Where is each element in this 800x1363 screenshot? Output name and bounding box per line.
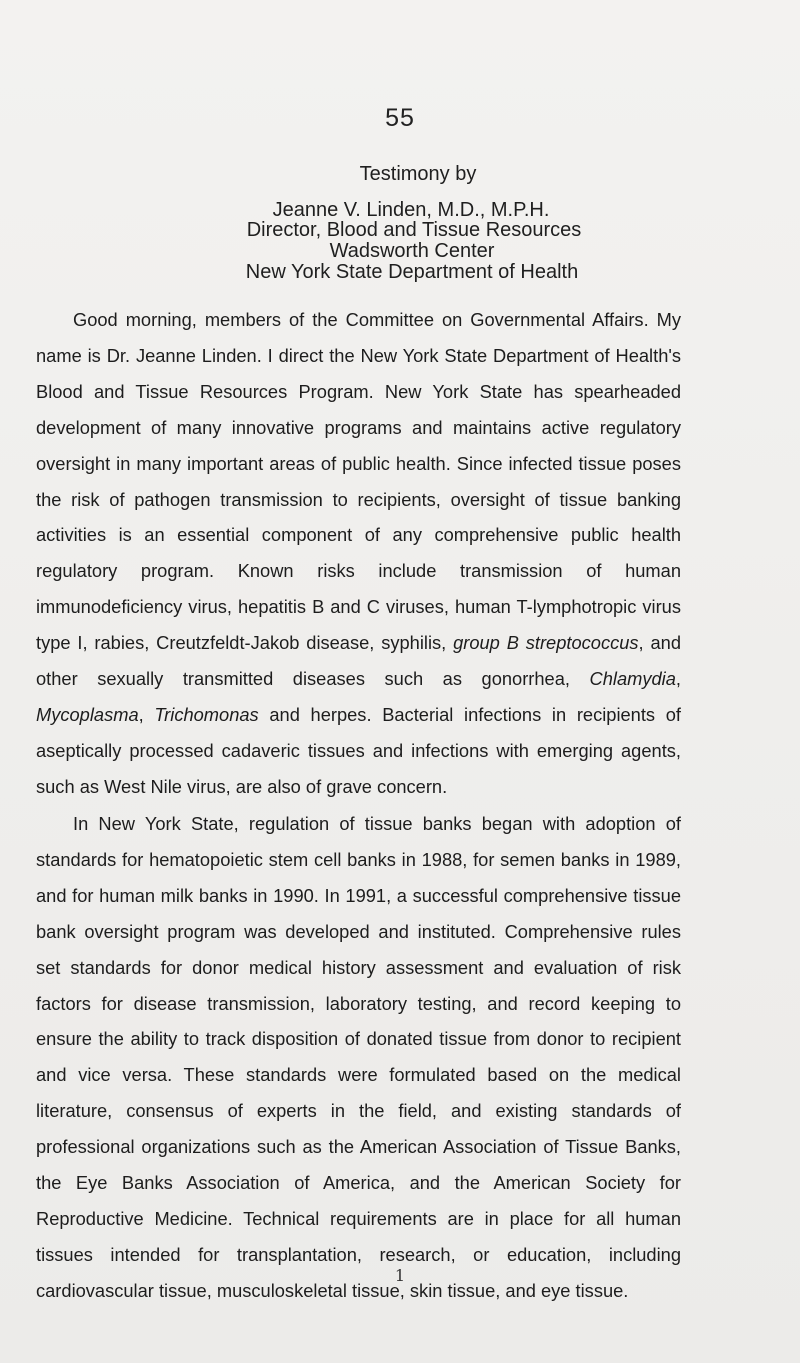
page-number: 55 (385, 104, 415, 132)
paragraph-1-text-1: Good morning, members of the Committee on Governmental Affairs. My name is Dr. Jeanne Linden. I direct the New York State Department of Health's Blood and Tissue Resources Program. New York State has spearheaded development of many innovative programs and maintains active regulatory oversight in many important areas of public health. Since infected tissue poses the risk of pathogen transmission to recipients, oversight of tissue banking activities is an essential component of any comprehensive public health regulatory program. Known risks include transmission of human immunodeficiency virus, hepatitis B and C viruses, human T-lymphotropic virus type I, rabies, Creutzfeldt-Jakob disease, syphilis, (36, 309, 681, 654)
testimony-title: Testimony by (359, 163, 477, 185)
italic-trichomonas: Trichomonas (154, 703, 259, 725)
body-paragraph-1 (36, 302, 681, 805)
author-name: Jeanne V. Linden, M.D., M.P.H. (272, 199, 550, 221)
paragraph-1-text-3: , (675, 668, 681, 690)
author-position: Director, Blood and Tissue Resources (246, 219, 582, 241)
italic-mycoplasma: Mycoplasma (36, 703, 139, 725)
italic-chlamydia: Chlamydia (589, 668, 676, 690)
center-name: Wadsworth Center (329, 240, 495, 262)
department-name: New York State Department of Health (245, 261, 579, 283)
paragraph-1-text-2: , and other sexually transmitted diseases such as gonorrhea, (36, 632, 681, 690)
paragraph-1-text-5: and herpes. Bacterial infections in recipients of aseptically processed cadaveric tissues and infections with emerging agents, such as West Nile virus, are also of grave concern. (36, 703, 681, 797)
body-paragraph-2: In New York State, regulation of tissue banks began with adoption of standards for hematopoietic stem cell banks in 1988, for semen banks in 1989, and for human milk banks in 1990. In 1991, a successful comprehensive tissue bank oversight program was developed and instituted. Comprehensive rules set standards for donor medical history assessment and evaluation of risk factors for disease transmission, laboratory testing, and record keeping to ensure the ability to track disposition of donated tissue from donor to recipient and vice versa. These standards were formulated based on the medical literature, consensus of experts in the field, and existing standards of professional organizations such as the American Association of Tissue Banks, the Eye Banks Association of America, and the American Society for Reproductive Medicine. Technical requirements are in place for all human tissues intended for transplantation, research, or education, including cardiovascular tissue, musculoskeletal tissue, skin tissue, and eye tissue. (36, 813, 681, 1301)
italic-group-b-streptococcus: group B streptococcus (453, 632, 639, 654)
paragraph-1-text-4: , (138, 703, 155, 725)
footer-page-mark: 1 (394, 1266, 406, 1285)
